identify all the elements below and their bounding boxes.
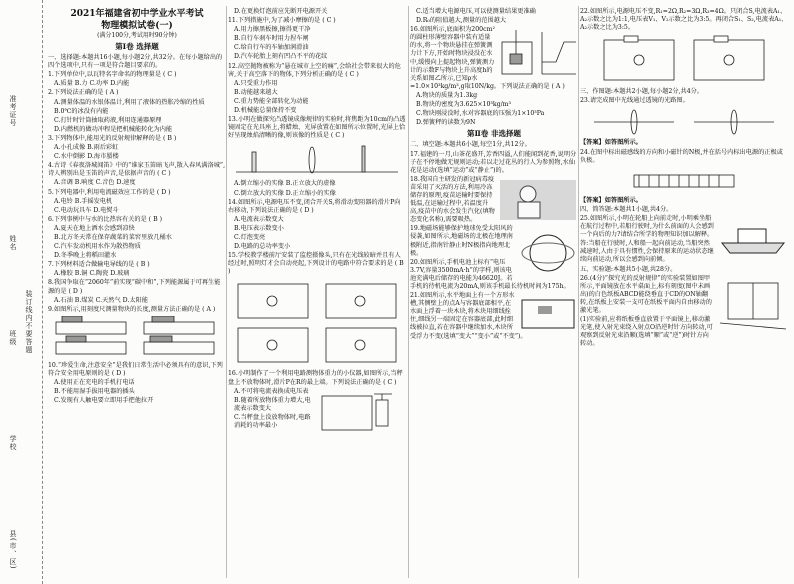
question-8-options: A.石油 B.煤炭 C.天然气 D.太阳能 bbox=[54, 296, 148, 304]
question-10: 10.“珍爱生命,注意安全”是我们日常生活中必须具有的意识,下列符合安全用电原则的是 ( D ) bbox=[48, 361, 223, 377]
circuit-options-figure bbox=[232, 278, 402, 368]
question-13-options-cd: C.倒立放大的实像 D.正立缩小的实像 bbox=[234, 189, 336, 197]
question-4-options: A.音调 B.响度 C.音色 D.速度 bbox=[54, 179, 136, 187]
column-2 bbox=[228, 8, 406, 438]
experiment-section-instructions: 五、实验题:本题共5小题,共28分。 bbox=[580, 265, 677, 273]
question-11: 11.下列措施中,为了减小摩擦的是 ( C ) bbox=[228, 17, 336, 25]
question-7: 7.下列材料适合做输电导线的是 ( B ) bbox=[48, 261, 150, 269]
exam-title: 2021年福建省初中学业水平考试 bbox=[70, 9, 204, 19]
question-6-option-c: C.汽车发动机用水作为散热物质 bbox=[54, 243, 141, 251]
question-12-option-a: A.只受重力作用 bbox=[234, 79, 278, 87]
question-26-part-1: (1)实验前,应将纸板垂直放置于平面镜上,移动激光笔,使入射光束绕入射点O沿逆时针方向转动,可观察到反射光束沿顺(选填“顺”或“逆”)时针方向转动。 bbox=[580, 316, 713, 348]
question-14-option-b: B.电压表示数变小 bbox=[234, 224, 284, 232]
question-13-options-ab: A.倒立缩小的实像 B.正立放大的虚像 bbox=[234, 180, 336, 188]
exam-note: (满分100分,考试用时90分钟) bbox=[97, 32, 177, 39]
binding-warning: 装订线内不要答题 bbox=[25, 290, 33, 354]
answer-25: 答:当船在行驶时,人和船一起向前运动,当船突然减速时,人由于具有惯性,会保持原来的运动状态继续向前运动,所以会感到向前倾。 bbox=[580, 240, 714, 264]
reflection-figure bbox=[718, 277, 788, 333]
lens-ray-figure bbox=[584, 107, 784, 137]
question-16-option-c-cont: C.适当增大电源电压,可以使测量结果更准确 bbox=[416, 8, 536, 15]
lens-bench-figure bbox=[232, 142, 402, 178]
question-23: 23.请完成图中光线通过透镜的光路图。 bbox=[580, 97, 689, 105]
question-14: 14.如图所示,电源电压不变,闭合开关S,将滑动变阻器的滑片P向右移动,下列说法正确的是 ( D ) bbox=[228, 198, 401, 214]
question-12-option-c: C.重力势能全部转化为动能 bbox=[234, 97, 309, 105]
question-14-option-d: D.电路的总功率变小 bbox=[234, 243, 291, 251]
question-6-option-b: B.北方冬天常在保存蔬菜的菜窖里放几桶水 bbox=[54, 233, 172, 241]
question-3: 3.下列物体中,能用光的反射规律解释的是 ( B ) bbox=[48, 134, 177, 142]
question-6-option-a: A.夏天在地上洒水会感到凉快 bbox=[54, 224, 135, 232]
question-1: 1.下列单位中,以瓦特名字命名的物理量是 ( C ) bbox=[48, 71, 177, 79]
short-answer-section-instructions: 四、简答题:本题共1小题,共4分。 bbox=[580, 205, 673, 213]
binding-label-county: 县(市、区) bbox=[9, 530, 17, 570]
question-16-option-a: A.不可将电流表换成电压表 bbox=[234, 387, 309, 395]
question-14-option-a: A.电流表示数变大 bbox=[234, 215, 284, 223]
question-2-option-d: D.内燃机的做功冲程是把机械能转化为内能 bbox=[54, 125, 173, 133]
column-1 bbox=[48, 8, 226, 406]
column-divider bbox=[408, 6, 409, 578]
question-2-option-c: C.打针时针筒抽取药液,利用连通器原理 bbox=[54, 116, 162, 124]
question-5: 5.下列电器中,利用电流磁效应工作的是 ( D ) bbox=[48, 188, 171, 196]
question-15: 15.学校教学楼前厅安装了监控摄像头,只有在光线较暗并且有人经过时,照明灯才会自动亮起,下列设计的电路中符合要求的是 ( B ) bbox=[228, 252, 404, 276]
water-tank-figure bbox=[518, 294, 578, 330]
paper-title: 物理模拟试卷(一) bbox=[101, 21, 173, 31]
question-12: 12.高空抛物被称为“悬在城市上空的痛”,会给社会带来很大的危害,关于高空落下的物体,下列分析正确的是 ( C ) bbox=[228, 62, 401, 78]
robot-image bbox=[498, 178, 578, 222]
resistor-circuit-figure bbox=[584, 34, 784, 86]
question-10-option-d: D.在更换灯泡前应先断开电源开关 bbox=[234, 8, 328, 15]
question-10-option-a: A.使用正在充电的手机打电话 bbox=[54, 379, 135, 386]
binding-label-class: 班级 bbox=[9, 330, 17, 346]
scale-circuit-figure bbox=[316, 390, 406, 436]
question-6: 6.下列事例中与水的比热容有关的是 ( B ) bbox=[48, 215, 162, 223]
question-18: 18.我国自主研发的新冠病毒疫苗采用了灭活的方法,利用冷冻储存的原理,疫苗运输时要保持低温,在运输过程中,若温度升高,疫苗中的水会发生汽化(填物态变化名称),需要吸热。 bbox=[410, 175, 495, 224]
question-6-option-d: D.冬季晚上将稻田灌水 bbox=[54, 252, 117, 260]
question-2-option-b: B.0℃的冰没有内能 bbox=[54, 107, 109, 115]
part-2-heading: 第Ⅱ卷 非选择题 bbox=[467, 129, 521, 139]
answer-23: 【答案】如答图所示。 bbox=[580, 139, 642, 147]
section-instructions: 一、选择题:本题共16小题,每小题2分,共32分。在每小题给出的四个选项中,只有一项是符合题目要求的。 bbox=[48, 54, 223, 70]
buoyancy-figure bbox=[498, 28, 578, 78]
question-11-option-c: C.给自行车的车轴加润滑油 bbox=[234, 44, 309, 52]
question-9: 9.如图所示,用刻度尺测量物块的长度,测量方法正确的是 ( A ) bbox=[48, 305, 216, 313]
binding-label-school: 学校 bbox=[9, 435, 17, 451]
question-12-option-b: B.动能越来越大 bbox=[234, 88, 278, 96]
question-13: 13.小明在做探究凸透镜成像规律的实验时,将焦距为10cm的凸透镜固定在光具座上,将蜡烛、光屏放置在如图所示位置时,光屏上恰好呈现烛焰清晰的像,则该像的性质是 ( C ) bbox=[228, 116, 406, 140]
question-21: 21.如图所示,水平地面上有一个方形水槽,其侧壁上的点A与容器底部相平,在水面上浮着一块木块,将木块用细线拴住,细线另一端固定在容器底部,此时细线被拉直,若在容器中继续加水,木块所受浮力不变(选填“变大”“变小”或“不变”)。 bbox=[410, 292, 527, 340]
question-12-option-d: D.机械能总量保持不变 bbox=[234, 107, 297, 115]
question-20: 20.如图所示,手机电池上标有“电压3.7V,容量3500mA·h”的字样,则该电池充满电后储存的电能为46620J。若手机的待机电流为20mA,则该手机最长待机时间为175h。 bbox=[410, 258, 570, 290]
question-16b-option-b: B.物块的密度为3.625×10³kg/m³ bbox=[416, 101, 512, 109]
solenoid-figure bbox=[584, 167, 784, 195]
earth-magnetism-figure bbox=[518, 227, 578, 277]
question-16b-option-d: D.弹簧秤的读数为9N bbox=[416, 119, 476, 127]
question-16b: 16.如图所示,底面积为200cm²的圆柱形薄壁容器中装有适量的水,将一个物块悬挂在弹簧测力计下方,开始时物块浸没在水中,缓慢向上提起物块,弹簧测力计的示数F与物块上升高度h的关系如图乙所示,已知ρ水=1.0×10³kg/m³,g取10N/kg。下列说法正确的是 ( A ) bbox=[410, 26, 565, 90]
question-10-option-b: B.不能用湿手拔用电器的插头 bbox=[54, 388, 135, 396]
question-3-options-cd: C.水中倒影 D.海市蜃楼 bbox=[54, 153, 119, 161]
fill-section-instructions: 二、填空题:本题共6小题,每空1分,共12分。 bbox=[410, 141, 531, 149]
question-16b-option-c: C.物块刚浸没时,水对容器底的压强为1×10³Pa bbox=[416, 110, 545, 118]
question-10-option-c: C.发现有人触电要立即用手把他拉开 bbox=[54, 397, 154, 405]
question-5-options-cd: C.电动玩具车 D.电熨斗 bbox=[54, 206, 119, 214]
column-divider bbox=[226, 6, 227, 578]
question-1-options: A.质量 B.力 C.功率 D.内能 bbox=[54, 80, 130, 88]
question-16-option-c: C.当秤盘上没放物体时,电路消耗的功率最小 bbox=[234, 413, 311, 429]
question-3-options-ab: A.小孔成像 B.雨后彩虹 bbox=[54, 144, 119, 152]
question-17: 17.福建的一月,山茶花盛开,芳香四溢,人们能闻到花香,说明分子在不停地做无规则运动;若以走过花丛的行人为参照物,水仙花是运动(选填“运动”或“静止”)的。 bbox=[410, 150, 577, 174]
question-2-option-a: A.测量体温的水银体温计,利用了液体的热胀冷缩的性质 bbox=[54, 98, 205, 106]
question-11-option-a: A.用力擦黑板擦,擦得更干净 bbox=[234, 26, 311, 34]
question-2: 2.下列说法正确的是 ( A ) bbox=[48, 89, 119, 97]
drawing-section-instructions: 三、作图题:本题共2小题,每小题2分,共4分。 bbox=[580, 88, 704, 96]
column-3 bbox=[410, 8, 578, 342]
question-14-option-c: C.灯泡变亮 bbox=[234, 233, 266, 241]
question-16: 16.小明制作了一个利用电路测物体重力的小仪器,如图所示,当秤盘上不放物体时,滑片P在R的最上端。下列说法正确的是 ( C ) bbox=[228, 370, 403, 386]
question-16b-option-a: A.物块的质量为1.3kg bbox=[416, 91, 478, 99]
binding-label-id: 准考证号 bbox=[9, 95, 17, 127]
question-11-option-b: B.自行车刹车时用力捏车闸 bbox=[234, 35, 309, 43]
binding-label-name: 姓名 bbox=[9, 235, 17, 251]
binding-margin bbox=[0, 0, 43, 584]
question-11-option-d: D.汽车轮胎上刻有凹凸不平的花纹 bbox=[234, 53, 328, 61]
question-16-option-b: B.随着所放物体重力增大,电流表示数变大 bbox=[234, 396, 311, 412]
ship-figure bbox=[718, 217, 788, 257]
part-1-heading: 第Ⅰ卷 选择题 bbox=[115, 42, 159, 51]
column-divider bbox=[578, 6, 579, 578]
question-19: 19.地磁场能够保护地球免受太阳风的侵袭,如图所示,地磁场的北极在地理南极附近,指南针静止时N极指向地理北极。 bbox=[410, 225, 513, 257]
question-5-options-ab: A.电铃 B.手摇发电机 bbox=[54, 197, 113, 205]
question-16-option-d: D.R₀的阻值越大,测量的范围越大 bbox=[416, 17, 507, 25]
column-4 bbox=[580, 8, 788, 349]
ruler-measurement-figure bbox=[52, 316, 222, 360]
question-4: 4.古诗《春夜洛城闻笛》中的“谁家玉笛暗飞声,散入春风满洛城”,诗人辨别出是玉笛的声音,是依据声音的 ( C ) bbox=[48, 162, 226, 178]
answer-24: 【答案】如答图所示。 bbox=[580, 196, 642, 204]
question-8: 8.我国争取在“2060年”前实现“碳中和”,下列能源属于可再生能源的是 ( D ) bbox=[48, 279, 221, 295]
question-25: 25.如图所示,小明在轮船上向前走时,小明乘坐船在航行过程中,若船行驶时,为什么前面的人会感到一个向后的力?请结合所学的物理知识加以解释。 bbox=[580, 214, 714, 239]
question-24: 24.在图中标出磁感线的方向和小磁针的N极,并在括号内标出电源的正极或负极。 bbox=[580, 148, 783, 164]
question-26: 26.(4分)“探究光的反射规律”的实验装置如图甲所示,平面镜放在水平桌面上,标有刻度(图中未画出)的白色纸板ABCD能绕垂直于CD的ON轴翻转,在纸板上安装一支可在纸板平面内自由移动的激光笔。 bbox=[580, 274, 712, 314]
question-7-options: A.橡胶 B.铜 C.陶瓷 D.玻璃 bbox=[54, 270, 130, 278]
question-22: 22.如图所示,电源电压不变,R₁=2Ω,R₂=3Ω,R₃=4Ω。只闭合S,电流表A₁、A₂示数之比为1:1,电压表V₁、V₂示数之比为3:5。再闭合S₁、S₂,电流表A₁、A₂示数之比为3:5。 bbox=[580, 8, 788, 32]
